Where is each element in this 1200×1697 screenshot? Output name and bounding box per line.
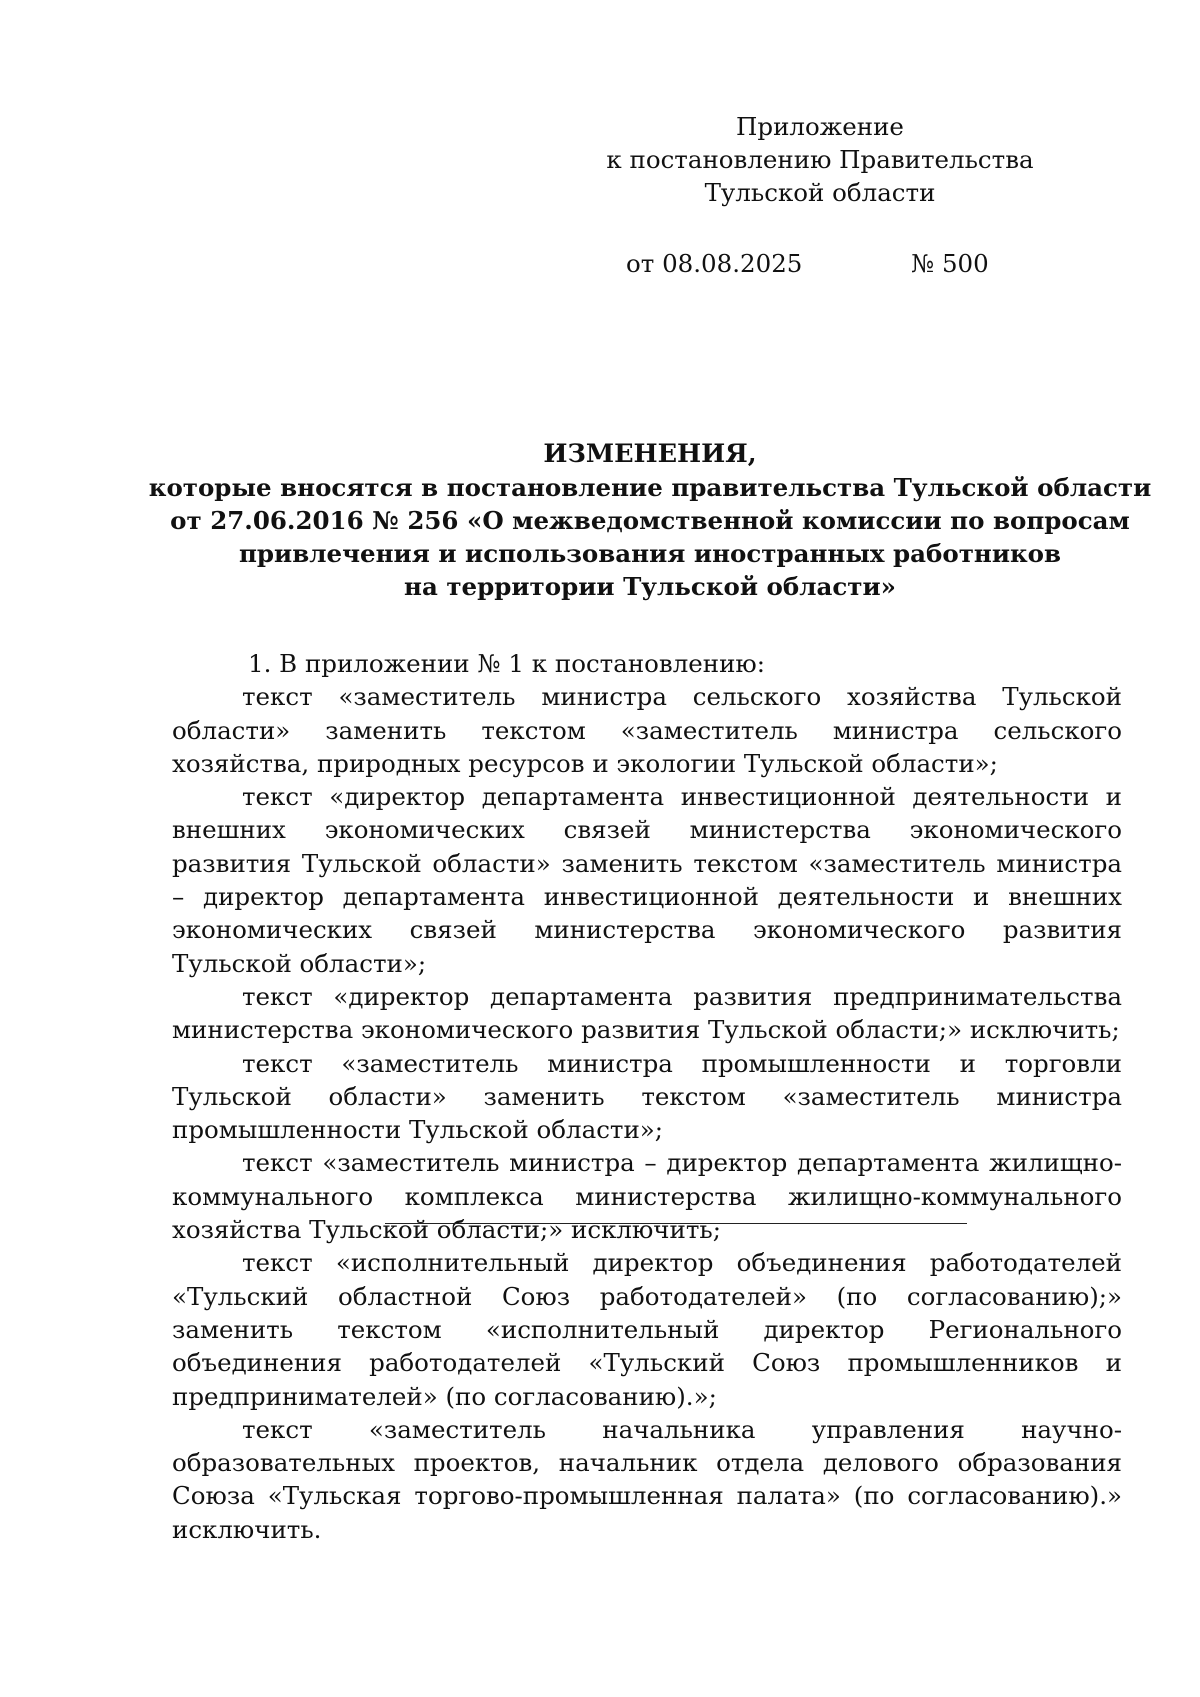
body-paragraph: текст «заместитель начальника управления научно-образовательных проектов, начальник отдела делового образования Союза «Тульская торгово-промышленная палата» (по согласованию).» исключить. [172, 1414, 1122, 1544]
appendix-region: Тульской области [704, 178, 936, 207]
appendix-reference: к постановлению Правительства [606, 145, 1034, 174]
resolution-date: от 08.08.2025 [626, 249, 803, 278]
body-paragraph: текст «заместитель министра – директор департамента жилищно-коммунального комплекса министерства жилищно-коммунального хозяйства Тульской области;» исключить; [172, 1148, 1122, 1245]
body-paragraph-item-1: 1. В приложении № 1 к постановлению: [248, 649, 766, 678]
body-paragraph: текст «заместитель министра сельского хозяйства Тульской области» заменить текстом «заместитель министра сельского хозяйства, природных ресурсов и экологии Тульской области»; [172, 682, 1122, 778]
body-paragraph: текст «директор департамента развития предпринимательства министерства экономического развития Тульской области;» исключить; [172, 981, 1122, 1045]
title-line: которые вносятся в постановление правительства Тульской области [148, 473, 1152, 502]
body-paragraph: текст «исполнительный директор объединения работодателей «Тульский областной Союз работодателей» (по согласованию);» заменить текстом «исполнительный директор Регионального объединения работодателей «Тульский Союз промышленников и предпринимателей» (по согласованию).»; [172, 1248, 1122, 1411]
document-body [172, 647, 1122, 1546]
title-line: от 27.06.2016 № 256 «О межведомственной комиссии по вопросам [170, 506, 1130, 535]
closing-divider [385, 1223, 967, 1224]
resolution-number: № 500 [911, 249, 989, 278]
body-paragraph: текст «директор департамента инвестиционной деятельности и внешних экономических связей министерства экономического развития Тульской области» заменить текстом «заместитель министра – директор департамента инвестиционной деятельности и внешних экономических связей министерства экономического развития Тульской области»; [172, 782, 1122, 978]
document-title [110, 438, 1190, 603]
body-paragraph: текст «заместитель министра промышленности и торговли Тульской области» заменить текстом «заместитель министра промышленности Тульской области»; [172, 1048, 1122, 1145]
title-heading: ИЗМЕНЕНИЯ, [543, 439, 757, 469]
title-line: привлечения и использования иностранных работников [238, 539, 1062, 568]
appendix-header [600, 110, 1040, 209]
title-line: на территории Тульской области» [404, 572, 896, 601]
appendix-label: Приложение [736, 112, 904, 141]
